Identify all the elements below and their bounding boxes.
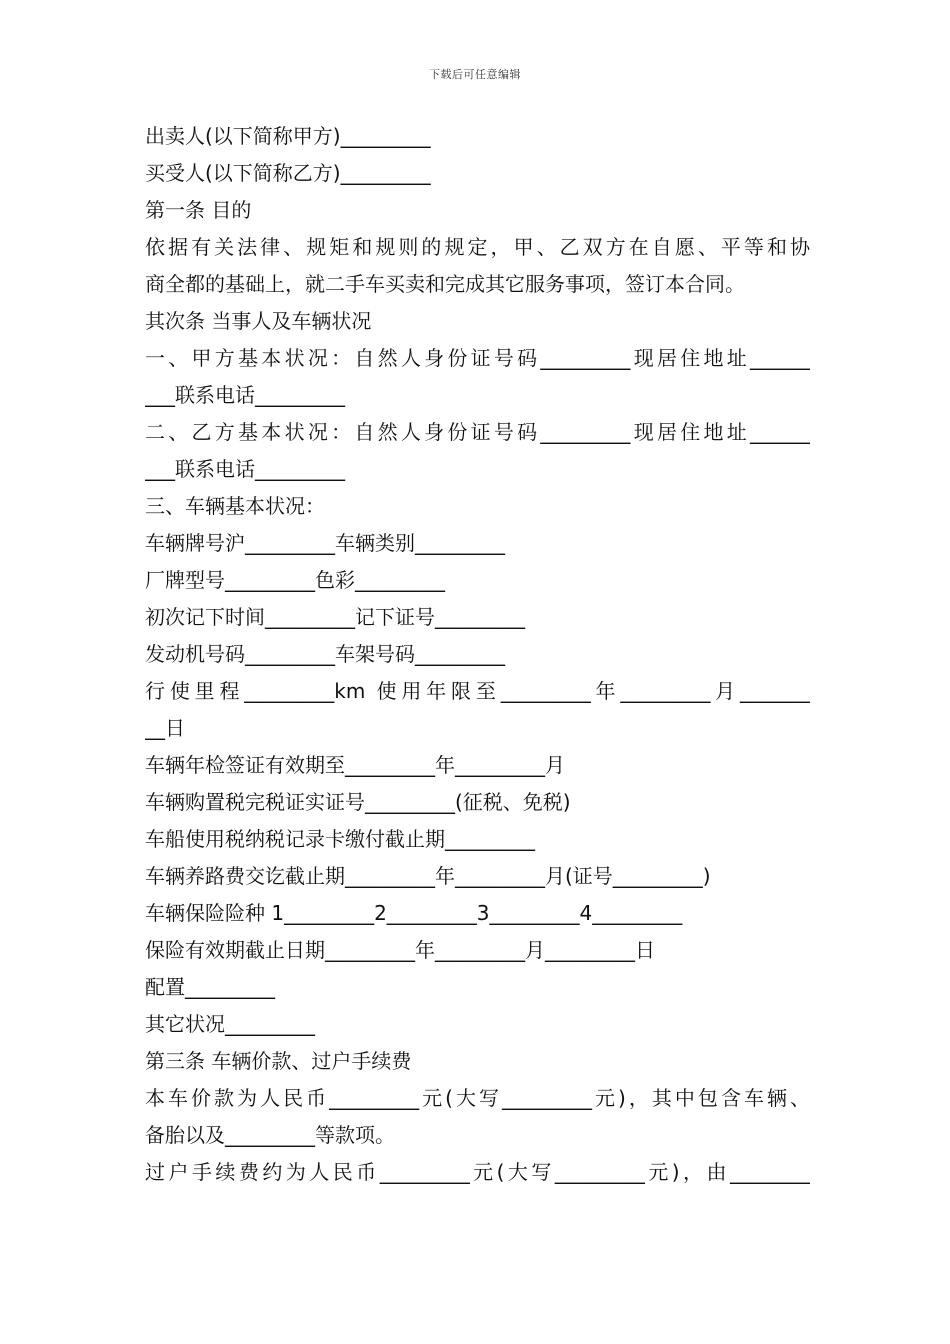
road-fee-line: 车辆养路费交讫截止期_________年_________月(证号_________) bbox=[145, 864, 711, 888]
insurance-type-line: 车辆保险险种 1_________2_________3_________4_________ bbox=[145, 901, 683, 925]
model-line: 厂牌型号_________色彩_________ bbox=[145, 568, 445, 592]
plate-line: 车辆牌号沪_________车辆类别_________ bbox=[145, 531, 505, 555]
mileage-line-cont: __日 bbox=[145, 716, 185, 740]
party-a-info-line: 一、甲方基本状况：自然人身份证号码_________现居住地址______ bbox=[145, 346, 810, 370]
paragraph-line: 依据有关法律、规矩和规则的规定，甲、乙双方在自愿、平等和协 bbox=[145, 235, 810, 259]
party-a-phone-line: ___联系电话_________ bbox=[145, 383, 345, 407]
mileage-line: 行使里程_________km 使用年限至_________年_________月_______ bbox=[145, 679, 810, 703]
engine-line: 发动机号码_________车架号码_________ bbox=[145, 642, 505, 666]
buyer-line: 买受人(以下简称乙方)_________ bbox=[145, 161, 431, 185]
registration-line: 初次记下时间_________记下证号_________ bbox=[145, 605, 525, 629]
vehicle-info-heading: 三、车辆基本状况： bbox=[145, 494, 325, 518]
purchase-tax-line: 车辆购置税完税证实证号_________(征税、免税) bbox=[145, 790, 571, 814]
party-b-info-line: 二、乙方基本状况：自然人身份证号码_________现居住地址______ bbox=[145, 420, 810, 444]
price-line: 本车价款为人民币_________元(大写_________元)，其中包含车辆、 bbox=[145, 1086, 810, 1110]
header-note: 下载后可任意编辑 bbox=[429, 68, 521, 81]
vessel-tax-line: 车船使用税纳税记录卡缴付截止期_________ bbox=[145, 827, 535, 851]
contract-body bbox=[145, 118, 810, 1191]
inspection-line: 车辆年检签证有效期至_________年_________月 bbox=[145, 753, 565, 777]
article-1-heading: 第一条 目的 bbox=[145, 198, 252, 222]
other-line: 其它状况_________ bbox=[145, 1012, 315, 1036]
seller-line: 出卖人(以下简称甲方)_________ bbox=[145, 124, 431, 148]
paragraph-line: 商全都的基础上，就二手车买卖和完成其它服务事项，签订本合同。 bbox=[145, 272, 745, 296]
article-2-heading: 其次条 当事人及车辆状况 bbox=[145, 309, 372, 333]
transfer-fee-line: 过户手续费约为人民币_________元(大写_________元)，由________ bbox=[145, 1160, 810, 1184]
insurance-expiry-line: 保险有效期截止日期_________年_________月_________日 bbox=[145, 938, 655, 962]
party-b-phone-line: ___联系电话_________ bbox=[145, 457, 345, 481]
article-3-heading: 第三条 车辆价款、过户手续费 bbox=[145, 1049, 412, 1073]
config-line: 配置_________ bbox=[145, 975, 275, 999]
price-line-cont: 备胎以及_________等款项。 bbox=[145, 1123, 395, 1147]
